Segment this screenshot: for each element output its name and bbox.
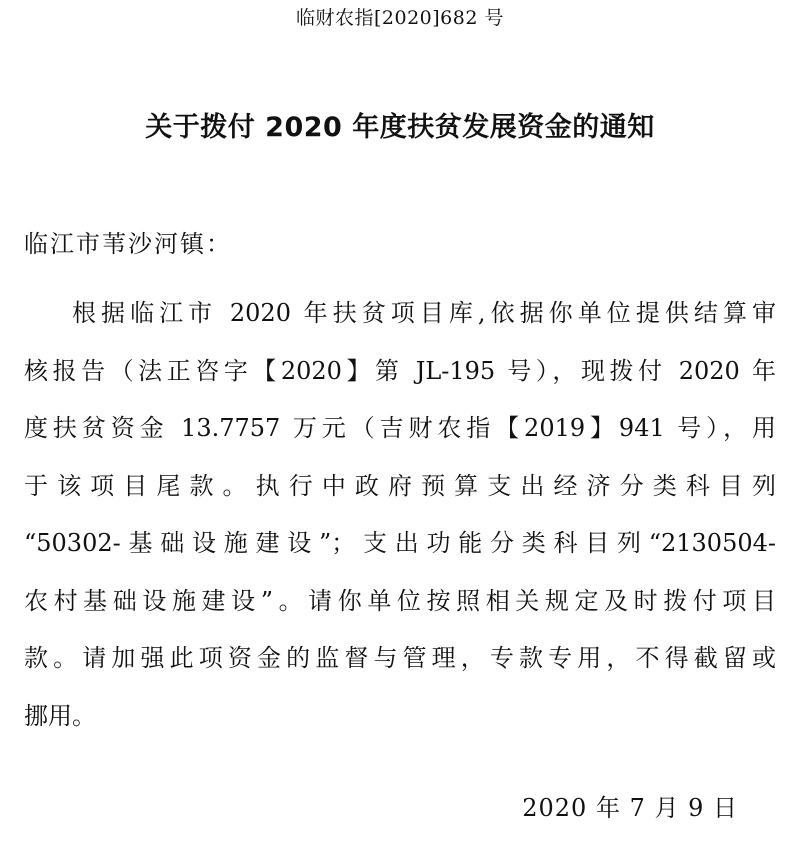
document-title: 关于拨付 2020 年度扶贫发展资金的通知 (145, 112, 655, 143)
addressee: 临江市苇沙河镇： (24, 230, 232, 258)
body-line: “50302-基础设施建设”；支出功能分类科目列“2130504- (24, 529, 776, 557)
body-line: 根据临江市 2020 年扶贫项目库,依据你单位提供结算审 (72, 299, 776, 327)
body-line: 挪用。 (24, 701, 96, 730)
body-line: 度扶贫资金 13.7757 万元（吉财农指【2019】941 号），用 (24, 414, 776, 442)
document-number: 临财农指[2020]682 号 (296, 7, 504, 29)
body-line: 于该项目尾款。执行中政府预算支出经济分类科目列 (24, 471, 776, 500)
notice-body (24, 285, 776, 745)
body-line: 款。请加强此项资金的监督与管理，专款专用，不得截留或 (24, 644, 776, 672)
body-line: 核报告（法正咨字【2020】第 JL-195 号），现拨付 2020 年 (24, 356, 776, 385)
document-date: 2020 年 7 月 9 日 (522, 794, 738, 822)
body-line: 农村基础设施建设”。请你单位按照相关规定及时拨付项目 (24, 586, 776, 615)
